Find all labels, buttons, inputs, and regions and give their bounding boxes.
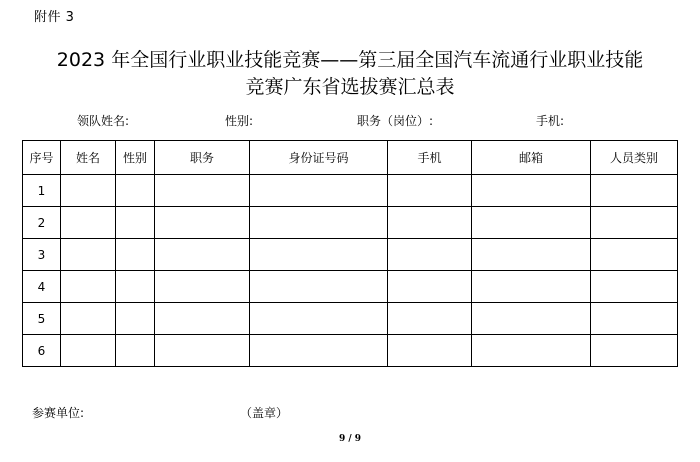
- id-number-cell[interactable]: [250, 239, 388, 271]
- gender-cell[interactable]: [116, 207, 155, 239]
- row-number: 1: [23, 175, 61, 207]
- position-cell[interactable]: [155, 303, 250, 335]
- leader-name-label: 领队姓名:: [77, 114, 130, 128]
- email-cell[interactable]: [472, 239, 591, 271]
- email-cell[interactable]: [472, 207, 591, 239]
- leader-info-row: [0, 112, 700, 130]
- id-number-cell[interactable]: [250, 207, 388, 239]
- gender-cell[interactable]: [116, 239, 155, 271]
- id-number-cell[interactable]: [250, 303, 388, 335]
- document-title: [0, 47, 700, 101]
- attachment-label: 附件 3: [34, 10, 75, 25]
- header-name: 姓名: [61, 141, 116, 175]
- footer-row: [0, 404, 700, 422]
- header-category: 人员类别: [591, 141, 678, 175]
- id-number-cell[interactable]: [250, 271, 388, 303]
- row-number: 3: [23, 239, 61, 271]
- gender-cell[interactable]: [116, 335, 155, 367]
- position-label: 职务（岗位）:: [357, 114, 434, 128]
- table-row: [23, 239, 678, 271]
- row-number: 5: [23, 303, 61, 335]
- email-cell[interactable]: [472, 335, 591, 367]
- phone-cell[interactable]: [388, 303, 472, 335]
- phone-cell[interactable]: [388, 175, 472, 207]
- gender-cell[interactable]: [116, 303, 155, 335]
- email-cell[interactable]: [472, 271, 591, 303]
- title-line-2: 竞赛广东省选拔赛汇总表: [245, 76, 455, 98]
- name-cell[interactable]: [61, 175, 116, 207]
- position-cell[interactable]: [155, 335, 250, 367]
- table-row: [23, 175, 678, 207]
- id-number-cell[interactable]: [250, 175, 388, 207]
- gender-label: 性别:: [225, 114, 254, 128]
- gender-cell[interactable]: [116, 271, 155, 303]
- header-gender: 性别: [116, 141, 155, 175]
- phone-label: 手机:: [536, 114, 565, 128]
- table-row: [23, 303, 678, 335]
- phone-cell[interactable]: [388, 239, 472, 271]
- header-phone: 手机: [388, 141, 472, 175]
- category-cell[interactable]: [591, 175, 678, 207]
- table-row: [23, 207, 678, 239]
- category-cell[interactable]: [591, 207, 678, 239]
- name-cell[interactable]: [61, 303, 116, 335]
- row-number: 2: [23, 207, 61, 239]
- name-cell[interactable]: [61, 271, 116, 303]
- name-cell[interactable]: [61, 239, 116, 271]
- phone-cell[interactable]: [388, 335, 472, 367]
- email-cell[interactable]: [472, 175, 591, 207]
- header-id-number: 身份证号码: [250, 141, 388, 175]
- row-number: 4: [23, 271, 61, 303]
- title-line-1: 2023 年全国行业职业技能竞赛——第三届全国汽车流通行业职业技能: [56, 49, 644, 71]
- summary-table: [22, 140, 678, 367]
- position-cell[interactable]: [155, 207, 250, 239]
- category-cell[interactable]: [591, 335, 678, 367]
- name-cell[interactable]: [61, 207, 116, 239]
- email-cell[interactable]: [472, 303, 591, 335]
- category-cell[interactable]: [591, 239, 678, 271]
- row-number: 6: [23, 335, 61, 367]
- table-row: [23, 335, 678, 367]
- position-cell[interactable]: [155, 239, 250, 271]
- gender-cell[interactable]: [116, 175, 155, 207]
- position-cell[interactable]: [155, 271, 250, 303]
- header-position: 职务: [155, 141, 250, 175]
- phone-cell[interactable]: [388, 271, 472, 303]
- name-cell[interactable]: [61, 335, 116, 367]
- position-cell[interactable]: [155, 175, 250, 207]
- category-cell[interactable]: [591, 271, 678, 303]
- phone-cell[interactable]: [388, 207, 472, 239]
- header-seq: 序号: [23, 141, 61, 175]
- seal-label: （盖章）: [240, 406, 289, 420]
- table-header-row: [23, 141, 678, 175]
- participating-unit-label: 参赛单位:: [32, 406, 85, 420]
- category-cell[interactable]: [591, 303, 678, 335]
- id-number-cell[interactable]: [250, 335, 388, 367]
- header-email: 邮箱: [472, 141, 591, 175]
- table-row: [23, 271, 678, 303]
- page-number: 9 / 9: [338, 434, 362, 444]
